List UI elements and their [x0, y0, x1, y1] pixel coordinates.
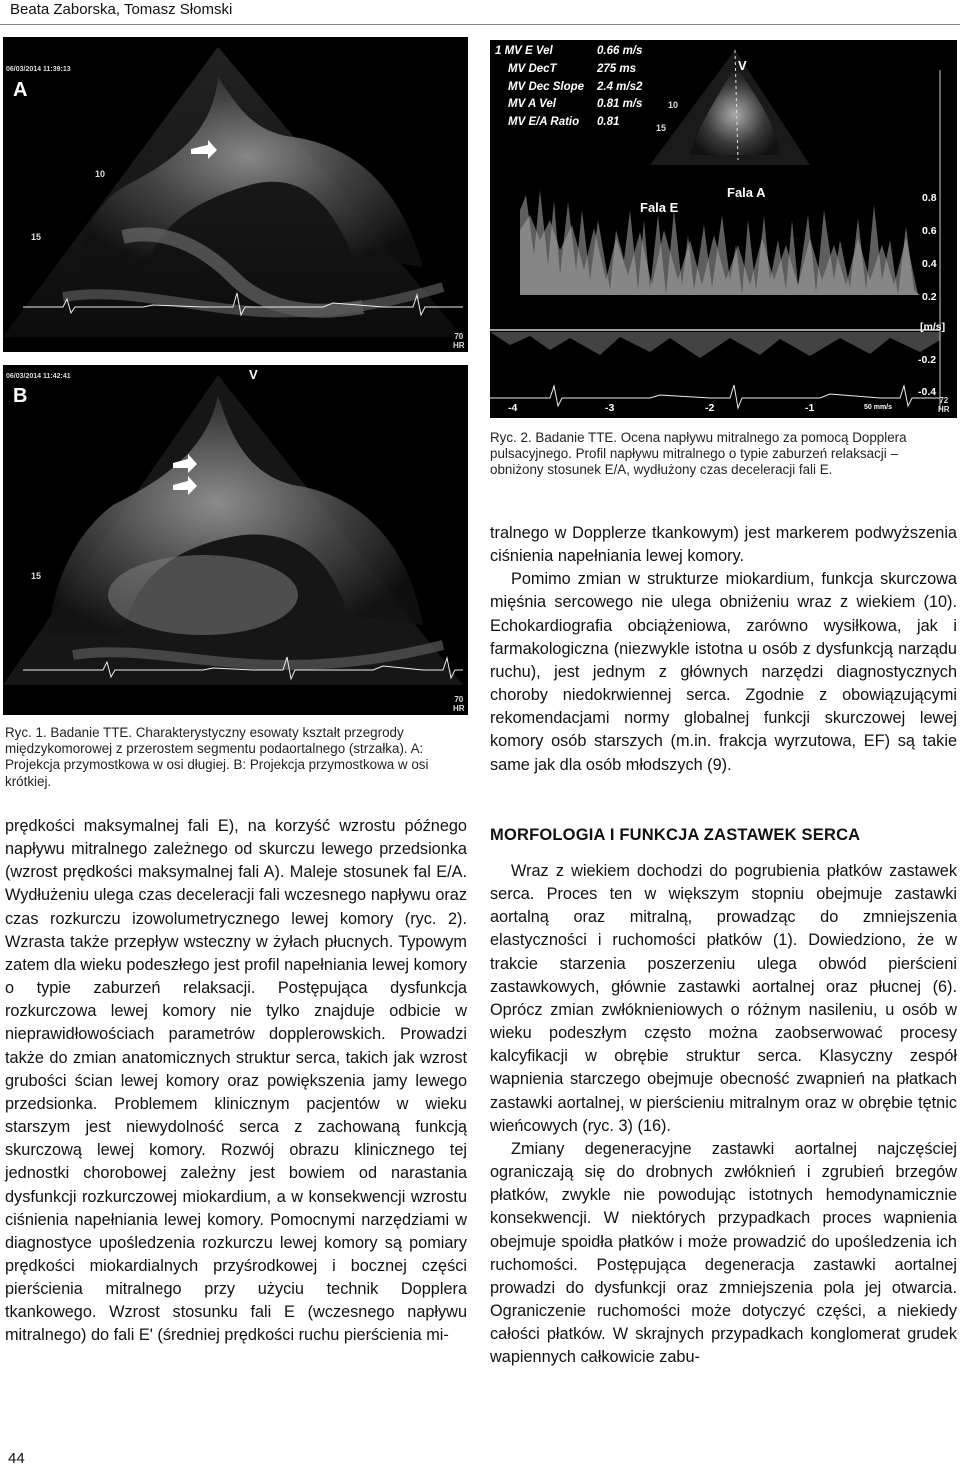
measurement-table — [495, 43, 643, 132]
page-number: 44 — [8, 1450, 25, 1467]
measurement-value: 0.81 m/s — [597, 98, 643, 111]
echo-panel-a — [3, 37, 468, 352]
doppler-panel — [490, 40, 957, 418]
echo-image-b — [3, 365, 468, 715]
heart-rate-readout: 72 HR — [938, 396, 950, 414]
heart-rate-readout: 70 HR — [453, 332, 465, 350]
panel-a-timestamp: 06/03/2014 11:39:13 — [6, 66, 71, 73]
wave-e-label: Fala E — [640, 200, 679, 215]
measurement-label: MV DecT — [508, 62, 557, 75]
measurement-label: MV Dec Slope — [508, 80, 585, 93]
velocity-tick: -0.4 — [918, 386, 937, 398]
depth-marker-15: 15 — [31, 571, 42, 581]
measurement-value: 275 ms — [597, 62, 637, 75]
body-paragraph: prędkości maksymalnej fali E), na korzyść wzrostu późnego napływu mitralnego zależnego od skurczu lewego przedsionka (wzrost prędkości maksymalnej fali A). Maleje stosunek fal E/A. Wydłużeniu ulega czas deceleracji fali wczesnego napływu oraz czas rozkurczu izowolumetrycznego lewej komory (ryc. 2). Wzrasta także przepływ wsteczny w żyłach płucnych. Typowym zatem dla wieku podeszłego jest profil napełniania lewej komory o typie zaburzeń relaksacji. Postępująca dysfunkcja rozkurczowa lewej komory nie tylko znajduje odbicie w nieprawidłowościach parametrów dopplerowskich. Prowadzi także do zmian anatomicznych struktur serca, takich jak wzrost grubości ścian lewej komory oraz powiększenia jamy lewego przedsionka. Problemem klinicznym pacjentów w wieku starszym jest niewydolność serca z zachowaną funkcją skurczową lewej komory. Rozwój obrazu klinicznego tej jednostki chorobowej zależny jest bowiem od narastania dysfunkcji rozkurczowej miokardium, a w konsekwencji wzrostu ciśnienia napełniania lewej komory. Pomocnymi narzędziami w diagnostyce upośledzenia rozkurczu lewej komory są pomiary prędkości miokardialnych przyśrodkowej i bocznej części pierścienia mitralnego przy użyciu technik Dopplera tkankowego. Wzrost stosunku fali E (wczesnego napływu mitralnego) do fali E' (średniej prędkości ruchu pierścienia mi- — [5, 817, 467, 1345]
panel-b-view-marker: V — [249, 367, 258, 382]
depth-marker-10: 10 — [668, 100, 679, 110]
measurement-value: 2.4 m/s2 — [597, 80, 643, 93]
body-paragraph: Pomimo zmian w strukturze miokardium, funkcja skurczowa mięśnia sercowego nie ulega obniżeniu wraz z wiekiem (10). Echokardiografia obciążeniowa, zarówno wysiłkowa, jak i farmakologiczna (niezwykle istotna u osób z dysfunkcją narządu ruchu), jest jednym z głównych narzędzi diagnostycznych choroby niedokrwiennej serca. Zgodnie z obowiązującymi rekomendacjami normy globalnej funkcji skurczowej lewej komory osób starszych (m.in. frakcja wyrzutowa, EF) są takie same jak dla osób młodszych (9). — [490, 570, 957, 774]
doppler-view-marker: V — [738, 58, 747, 73]
right-text-column-top — [490, 522, 957, 777]
sweep-speed: 50 mm/s — [864, 404, 893, 411]
body-paragraph: tralnego w Dopplerze tkankowym) jest markerem podwyższenia ciśnienia napełniania lewej komory. — [490, 524, 957, 566]
left-text-column — [5, 815, 467, 1348]
running-head: Beata Zaborska, Tomasz Słomski — [10, 1, 233, 18]
figure-1-caption: Ryc. 1. Badanie TTE. Charakterystyczny esowaty kształt przegrody międzykomorowej z przerostem segmentu podaortalnego (strzałka). A: Projekcja przymostkowa w osi długiej. B: Projekcja przymostkowa w osi krótkiej. — [5, 725, 429, 789]
measurement-label: MV E/A Ratio — [508, 116, 580, 129]
velocity-tick: 0.6 — [922, 225, 937, 237]
depth-marker-15: 15 — [656, 123, 667, 133]
measurement-value: 0.81 — [597, 116, 620, 129]
velocity-tick: -0.2 — [918, 354, 937, 366]
section-heading: MORFOLOGIA I FUNKCJA ZASTAWEK SERCA — [490, 826, 861, 844]
echo-panel-b — [3, 365, 468, 715]
time-tick: -1 — [805, 402, 815, 414]
velocity-tick: 0.4 — [922, 258, 937, 270]
wave-a-label: Fala A — [727, 185, 766, 200]
velocity-tick: 0.2 — [922, 291, 937, 303]
body-paragraph: Wraz z wiekiem dochodzi do pogrubienia płatków zastawek serca. Proces ten w większym stopniu obejmuje zastawki aortalną oraz mitralną, prowadząc do zmniejszenia elastyczności i ruchomości płatków (1). Dowiedziono, że w trakcie starzenia poszerzeniu ulega obwód pierścieni zastawkowych, głównie zastawki aortalnej oraz płucnej (6). Oprócz zmian zwłóknieniowych o różnym nasileniu, u osób w wieku podeszłym często można zaobserwować procesy kalcyfikacji w obrębie struktur serca. Klasyczny zespół wapnienia starczego obejmuje obecność zwapnień na płatkach zastawki aortalnej, w pierścieniu mitralnym oraz w obrębie tętnic wieńcowych (ryc. 3) (16). — [490, 862, 957, 1135]
depth-marker-10: 10 — [95, 169, 106, 179]
right-text-column-bottom — [490, 860, 957, 1369]
measurement-label: MV A Vel — [508, 98, 556, 111]
panel-b-label: B — [13, 385, 28, 407]
echo-image-a — [3, 37, 468, 352]
body-paragraph: Zmiany degeneracyjne zastawki aortalnej najczęściej ograniczają się do drobnych zwłóknień i zgrubień brzegów płatków, zwykle nie powodując istotnych hemodynamicznie konsekwencji. W niektórych przypadkach proces wapnienia obejmuje spoidła płatków i może prowadzić do upośledzenia ich ruchomości. Postępująca degeneracja zastawki aortalnej prowadzi do dysfunkcji oraz zmniejszenia pola jej otwarcia. Ograniczenie ruchomości może dotyczyć części, a niekiedy całości płatków. W skrajnych przypadkach konglomerat grudek wapiennych całkowicie zabu- — [490, 1139, 957, 1367]
time-tick: -2 — [705, 402, 715, 414]
measurement-value: 0.66 m/s — [597, 45, 643, 57]
time-tick: -4 — [508, 402, 518, 414]
figure-2-caption: Ryc. 2. Badanie TTE. Ocena napływu mitralnego za pomocą Dopplera pulsacyjnego. Profil napływu mitralnego o typie zaburzeń relaksacji – obniżony stosunek E/A, wydłużony czas deceleracji fali E. — [490, 430, 907, 478]
panel-a-label: A — [13, 79, 28, 101]
measurement-label: 1 MV E Vel — [495, 45, 553, 57]
velocity-tick: 0.8 — [922, 192, 937, 204]
heart-rate-readout: 70 HR — [453, 695, 465, 713]
velocity-unit: [m/s] — [920, 321, 946, 333]
panel-b-timestamp: 06/03/2014 11:42:41 — [6, 373, 71, 380]
depth-marker-15: 15 — [31, 232, 42, 242]
header-divider — [0, 24, 960, 25]
time-tick: -3 — [605, 402, 615, 414]
